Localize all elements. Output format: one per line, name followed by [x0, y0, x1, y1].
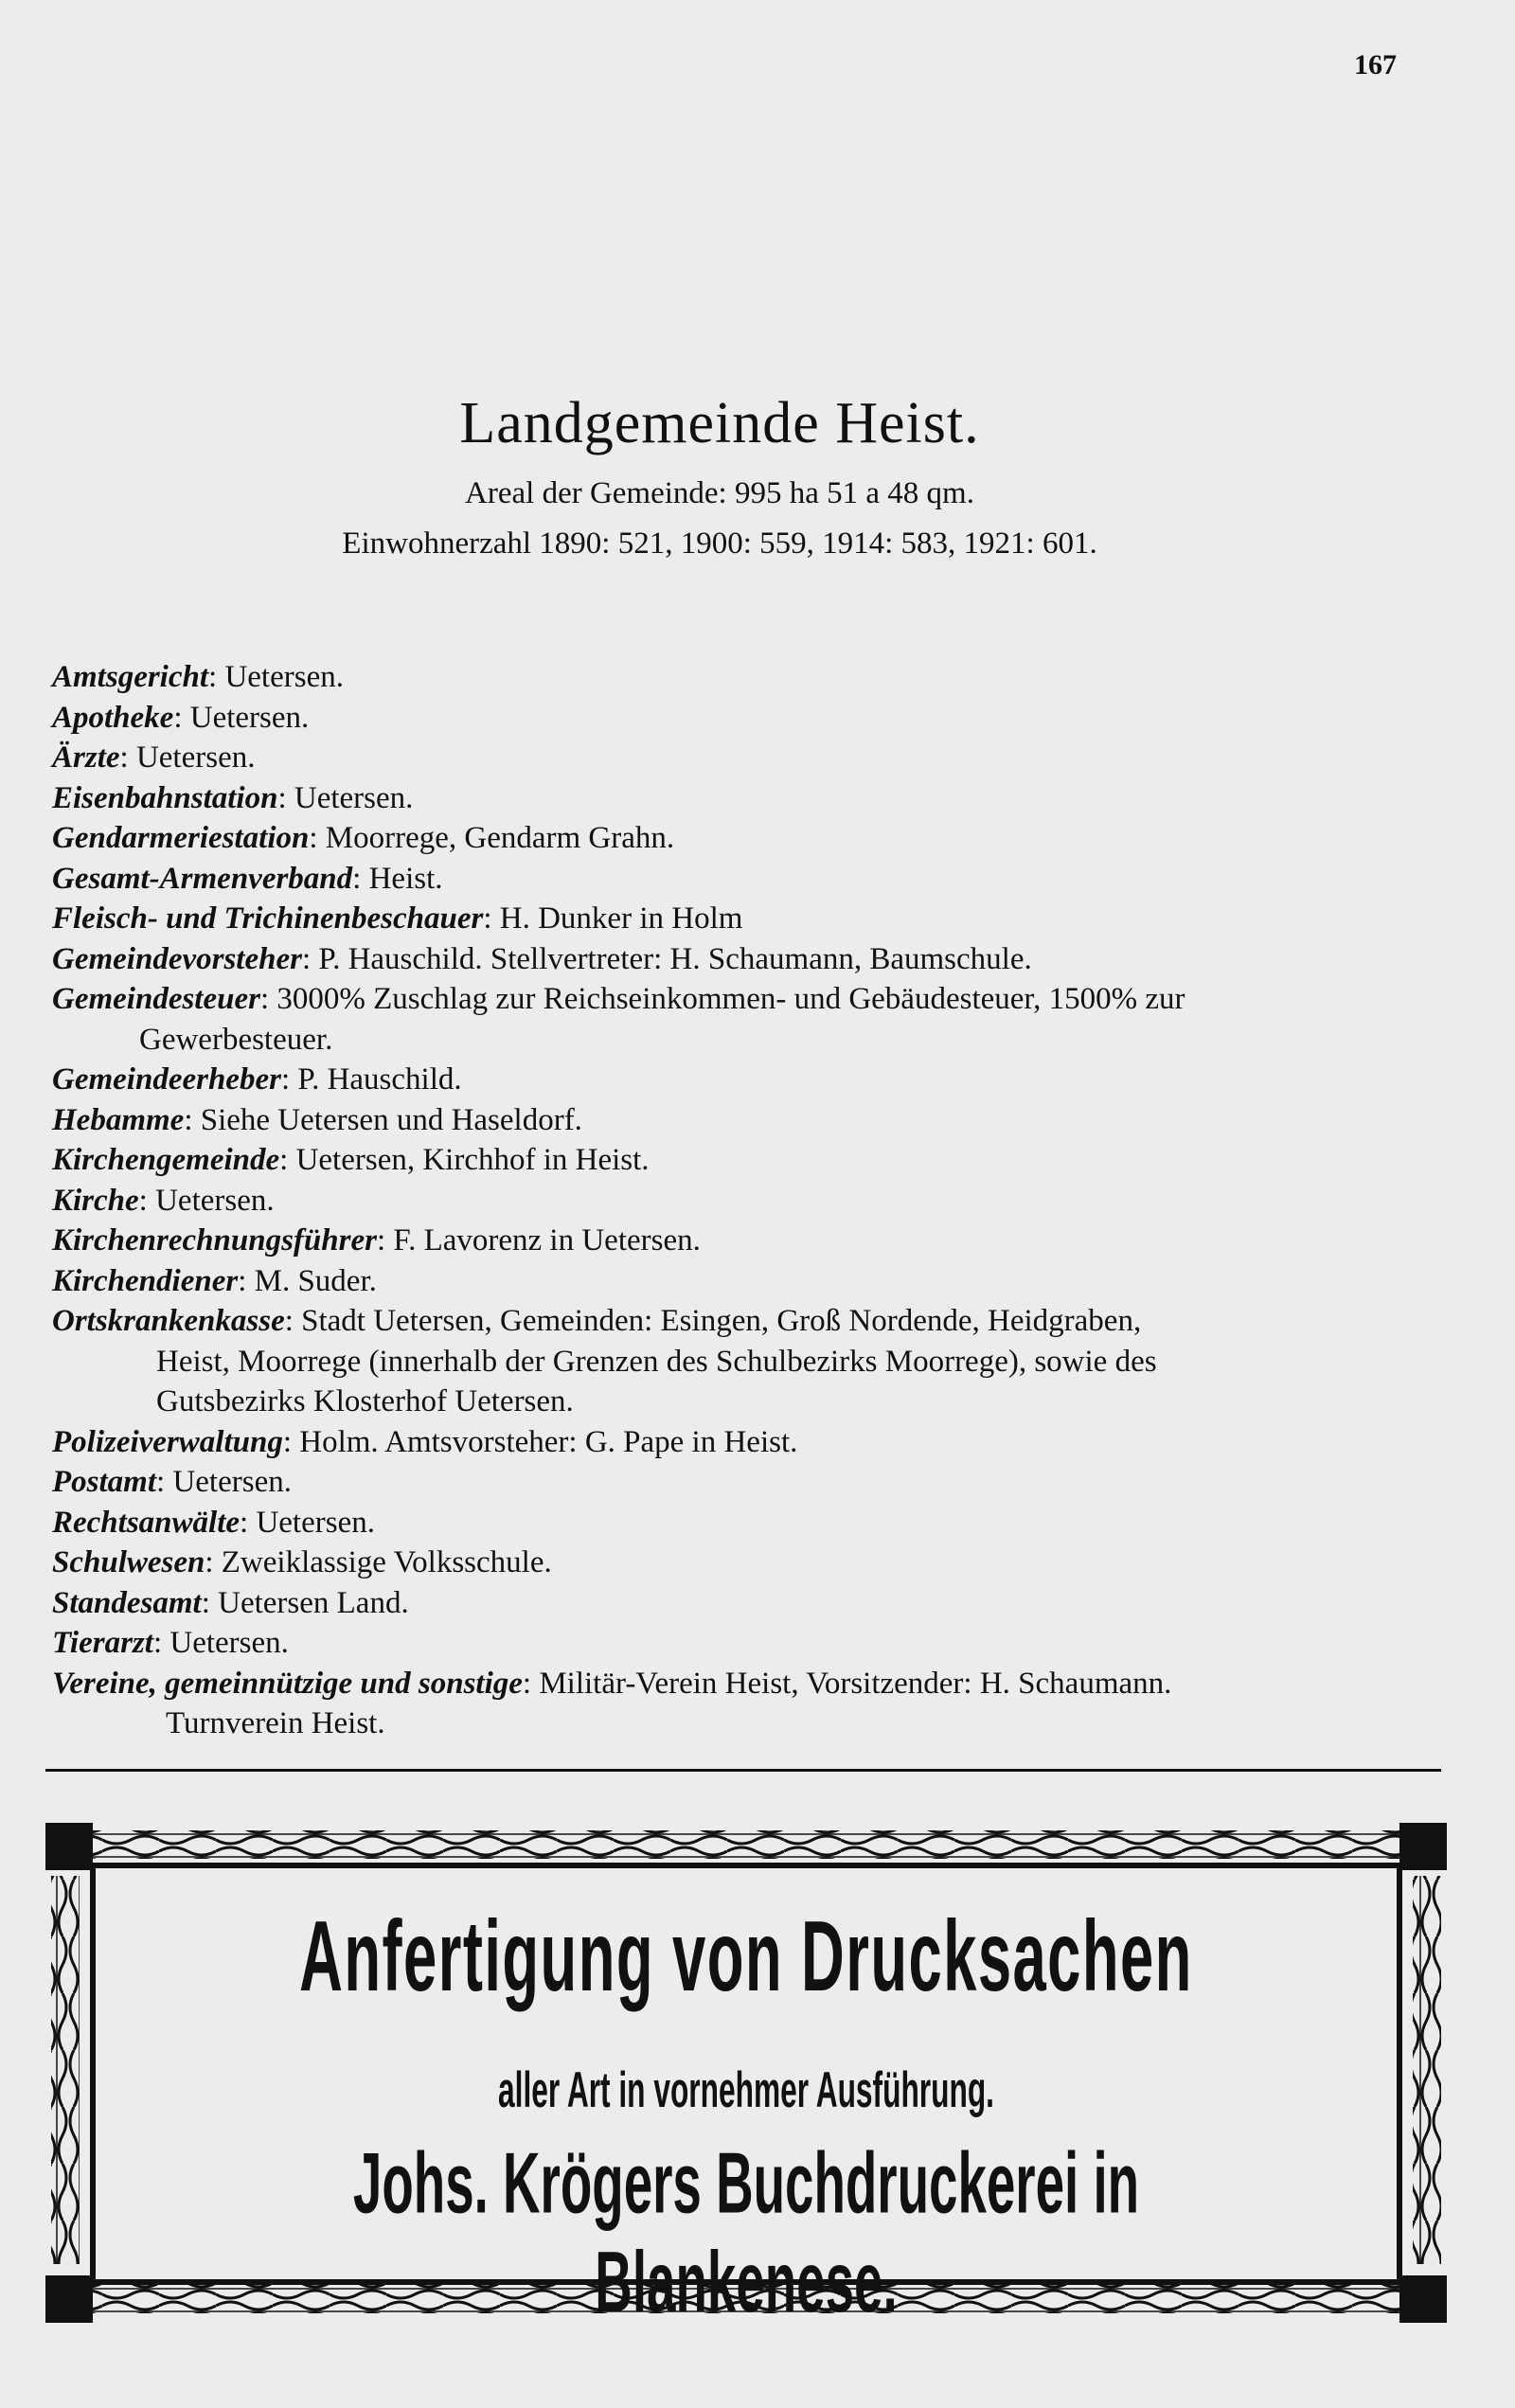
corner-bottom-right — [1399, 2275, 1447, 2323]
page-number: 167 — [1354, 49, 1397, 80]
entry-rechtsanwaelte: Rechtsanwälte: Uetersen. — [52, 1505, 375, 1540]
entry-term: Gemeindeerheber — [52, 1062, 281, 1097]
entry-term: Gemeindevorsteher — [52, 941, 302, 976]
entry-kirche: Kirche: Uetersen. — [52, 1183, 275, 1218]
entry-postamt: Postamt: Uetersen. — [52, 1465, 292, 1499]
entry-term: Kirchenrechnungsführer — [52, 1223, 377, 1258]
entry-continuation: Heist, Moorrege (innerhalb der Grenzen des Schulbezirks Moorrege), sowie des — [156, 1344, 1157, 1379]
entry-text: Uetersen Land. — [218, 1585, 409, 1620]
entry-gemeindeerheber: Gemeindeerheber: P. Hauschild. — [52, 1062, 462, 1097]
entry-text: Heist. — [368, 861, 443, 896]
entry-term: Polizeiverwaltung — [52, 1424, 283, 1459]
entry-term: Gemeindesteuer — [52, 982, 260, 1016]
entry-text: Uetersen. — [256, 1505, 375, 1540]
entry-term: Gendarmeriestation — [52, 821, 310, 855]
entry-text: Moorrege, Gendarm Grahn. — [325, 821, 675, 855]
entry-term: Hebamme — [52, 1102, 185, 1137]
border-left — [51, 1876, 80, 2264]
entry-apotheke: Apotheke: Uetersen. — [52, 700, 310, 735]
advertisement-box — [45, 1823, 1447, 2334]
area-line: Areal der Gemeinde: 995 ha 51 a 48 qm. — [465, 476, 974, 510]
entry-text: Uetersen. — [224, 660, 344, 694]
entry-text: Uetersen, Kirchhof in Heist. — [295, 1143, 650, 1177]
entry-continuation: Gutsbezirks Klosterhof Uetersen. — [156, 1384, 574, 1418]
entry-schulwesen: Schulwesen: Zweiklassige Volksschule. — [52, 1545, 552, 1579]
entry-term: Vereine, gemeinnützige und sonstige — [52, 1666, 523, 1701]
border-right — [1413, 1876, 1441, 2264]
corner-bottom-left — [45, 2275, 93, 2323]
directory-list — [52, 657, 1416, 1744]
entry-kirchendiener: Kirchendiener: M. Suder. — [52, 1263, 377, 1298]
entry-kirchenrechnungsfuehrer: Kirchenrechnungsführer: F. Lavorenz in Uetersen. — [52, 1223, 701, 1258]
entry-text: Uetersen. — [189, 700, 310, 735]
entry-aerzte: Ärzte: Uetersen. — [52, 740, 256, 775]
entry-hebamme: Hebamme: Siehe Uetersen und Haseldorf. — [52, 1102, 582, 1137]
entry-term: Kirchengemeinde — [52, 1143, 280, 1177]
entry-gemeindesteuer: Gemeindesteuer: 3000% Zuschlag zur Reichseinkommen- und Gebäudesteuer, 1500% zur Gewerbesteuer. — [52, 979, 1416, 1060]
entry-term: Kirchendiener — [52, 1263, 239, 1298]
population-line: Einwohnerzahl 1890: 521, 1900: 559, 1914: 583, 1921: 601. — [342, 526, 1097, 561]
entry-term: Tierarzt — [52, 1626, 153, 1660]
entry-gemeindevorsteher: Gemeindevorsteher: P. Hauschild. Stellvertreter: H. Schaumann, Baumschule. — [52, 941, 1032, 976]
ad-headline: Anfertigung von Drucksachen — [299, 1900, 1193, 2012]
entry-term: Kirche — [52, 1183, 139, 1218]
entry-term: Apotheke — [52, 700, 174, 735]
entry-term: Fleisch- und Trichinenbeschauer — [52, 901, 484, 936]
entry-text: 3000% Zuschlag zur Reichseinkommen- und Gebäudesteuer, 1500% zur — [276, 982, 1185, 1016]
entry-standesamt: Standesamt: Uetersen Land. — [52, 1585, 409, 1620]
entry-term: Postamt — [52, 1465, 157, 1499]
entry-polizeiverwaltung: Polizeiverwaltung: Holm. Amtsvorsteher: G. Pape in Heist. — [52, 1424, 798, 1459]
entry-eisenbahnstation: Eisenbahnstation: Uetersen. — [52, 780, 414, 815]
entry-term: Rechtsanwälte — [52, 1505, 241, 1540]
entry-amtsgericht: Amtsgericht: Uetersen. — [52, 660, 344, 694]
entry-vereine: Vereine, gemeinnützige und sonstige: Militär-Verein Heist, Vorsitzender: H. Schaumann. Turnverein Heist. — [52, 1664, 1416, 1744]
entry-text: Zweiklassige Volksschule. — [221, 1545, 552, 1579]
entry-fleischbeschauer: Fleisch- und Trichinenbeschauer: H. Dunker in Holm — [52, 901, 743, 936]
entry-ortskrankenkasse: Ortskrankenkasse: Stadt Uetersen, Gemeinden: Esingen, Groß Nordende, Heidgraben, Heist, Moorrege (innerhalb der Grenzen des Schulbezirks Moorrege), sowie des Gutsbezirks Klosterhof Uetersen. — [52, 1301, 1416, 1422]
page-title: Landgemeinde Heist. — [459, 391, 980, 455]
entry-text: M. Suder. — [254, 1263, 377, 1298]
ad-subline: aller Art in vornehmer Ausführung. — [498, 2062, 994, 2118]
entry-continuation: Turnverein Heist. — [166, 1706, 385, 1740]
entry-term: Ärzte — [52, 740, 120, 775]
entry-text: Stadt Uetersen, Gemeinden: Esingen, Groß Nordende, Heidgraben, — [301, 1304, 1142, 1338]
entry-gendarmeriestation: Gendarmeriestation: Moorrege, Gendarm Grahn. — [52, 821, 675, 855]
entry-text: H. Dunker in Holm — [499, 901, 743, 936]
entry-text: Uetersen. — [169, 1626, 289, 1660]
entry-continuation: Gewerbesteuer. — [139, 1022, 333, 1057]
entry-text: P. Hauschild. Stellvertreter: H. Schaumann, Baumschule. — [318, 941, 1032, 976]
corner-top-left — [45, 1823, 93, 1870]
entry-text: Siehe Uetersen und Haseldorf. — [200, 1102, 582, 1137]
entry-kirchengemeinde: Kirchengemeinde: Uetersen, Kirchhof in Heist. — [52, 1143, 650, 1177]
entry-text: P. Hauschild. — [297, 1062, 462, 1097]
ad-company: Johs. Krögers Buchdruckerei in Blankenese. — [352, 2134, 1140, 2331]
entry-term: Schulwesen — [52, 1545, 205, 1579]
entry-text: Uetersen. — [155, 1183, 275, 1218]
entry-term: Amtsgericht — [52, 660, 209, 694]
entry-text: Uetersen. — [172, 1465, 292, 1499]
corner-top-right — [1399, 1823, 1447, 1870]
entry-text: F. Lavorenz in Uetersen. — [393, 1223, 701, 1258]
section-divider — [45, 1769, 1441, 1772]
entry-text: Uetersen. — [135, 740, 256, 775]
entry-text: Uetersen. — [294, 780, 414, 815]
entry-term: Standesamt — [52, 1585, 202, 1620]
entry-term: Eisenbahnstation — [52, 780, 278, 815]
entry-term: Ortskrankenkasse — [52, 1304, 285, 1338]
entry-text: Militär-Verein Heist, Vorsitzender: H. Schaumann. — [539, 1666, 1172, 1701]
entry-gesamt-armenverband: Gesamt-Armenverband: Heist. — [52, 861, 443, 896]
entry-term: Gesamt-Armenverband — [52, 861, 353, 896]
entry-text: Holm. Amtsvorsteher: G. Pape in Heist. — [299, 1424, 798, 1459]
border-top — [93, 1830, 1399, 1859]
entry-tierarzt: Tierarzt: Uetersen. — [52, 1626, 289, 1660]
